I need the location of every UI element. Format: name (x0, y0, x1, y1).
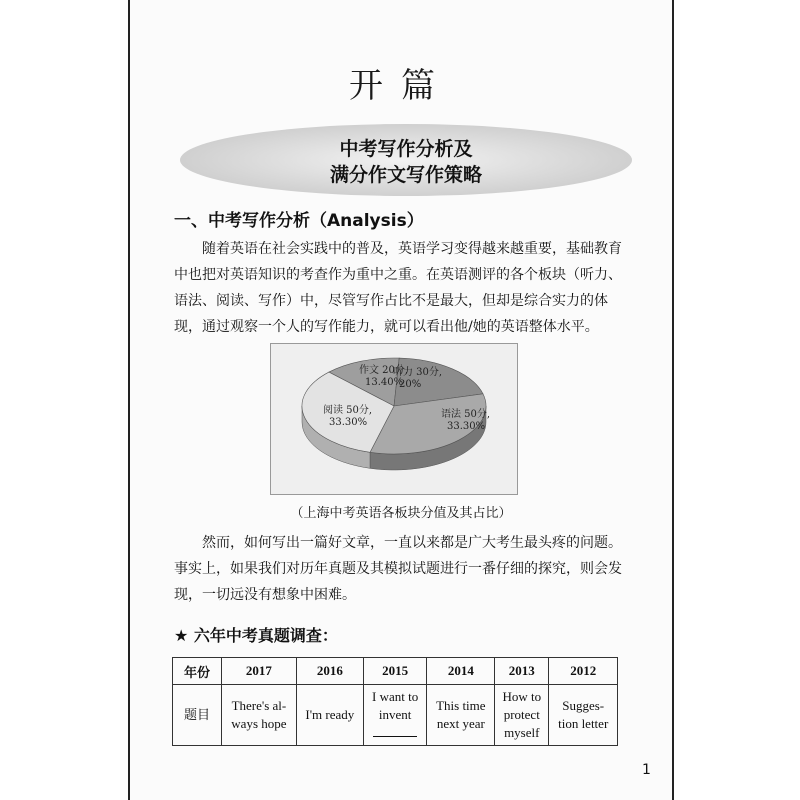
paragraph-line: 对英语知识的考查作为重中之重。在英语测评的各个板块（听力、语法、阅读、写 (174, 267, 622, 309)
table-cell-year: 2017 (222, 658, 297, 685)
pie-slice-percent: 33.30% (329, 417, 368, 428)
pie-slice-percent: 20% (399, 379, 422, 390)
title-banner (180, 124, 632, 196)
topic-line: I'm ready (305, 707, 355, 722)
pie-slice-percent: 13.40% (365, 377, 404, 388)
table-cell-topic (363, 685, 427, 746)
pie-slice-label: 语法 50分, (441, 409, 491, 420)
table-cell-topic (222, 685, 297, 746)
topic-line: There's al- (231, 698, 287, 713)
paragraph-line: 如果我们对历年真题及其模拟试题进行一番仔细的探究，则会发现，一切远没有想 (174, 561, 622, 603)
table-cell-year: 2015 (363, 658, 427, 685)
topic-line: Sugges- (562, 698, 605, 713)
topic-line: invent (378, 707, 412, 722)
table-cell-topic (549, 685, 618, 746)
paragraph-line: 能力，就可以看出他/她的英语整体水平。 (342, 319, 599, 335)
topic-line: protect (503, 707, 540, 722)
pie-slice-label: 听力 30分, (393, 367, 443, 378)
section-heading: 一、中考写作分析（Analysis） (174, 211, 424, 231)
topic-line: This time (436, 698, 486, 713)
table-row-topics (173, 685, 618, 746)
banner-title-line-2: 满分作文写作策略 (329, 164, 482, 186)
table-cell-topic (495, 685, 549, 746)
exam-topics-table (172, 657, 618, 746)
table-cell-year: 2013 (495, 658, 549, 685)
book-page (128, 0, 674, 800)
survey-heading: ★ 六年中考真题调查： (174, 626, 338, 645)
table-cell-year: 2014 (427, 658, 495, 685)
banner-title-line-1: 中考写作分析及 (339, 138, 473, 160)
blank-line (366, 724, 425, 742)
table-header-topic: 题目 (173, 685, 222, 746)
topic-line: tion letter (558, 716, 609, 731)
pie-chart-figure (270, 343, 518, 495)
pie-slice-percent: 33.30% (447, 421, 486, 432)
paragraph-line: 然而，如何写出一篇好文章，一直以来都是广大考生最头疼的问题。事实上， (174, 535, 622, 577)
page-number: 1 (642, 762, 651, 778)
table-cell-year: 2016 (296, 658, 363, 685)
pie-slice-label: 作文 20分, (359, 365, 409, 376)
pie-slice-label: 阅读 50分, (323, 405, 373, 416)
topic-line: next year (436, 716, 485, 731)
paragraph-conclusion (174, 530, 629, 608)
table-header-year: 年份 (173, 658, 222, 685)
paragraph-line: 作）中，尽管写作占比不是最大，但却是综合实力的体现，通过观察一个人的写作 (174, 293, 608, 335)
topic-line: ways hope (231, 716, 287, 731)
chapter-title: 开篇 (349, 66, 453, 106)
paragraph-line: 象中困难。 (286, 587, 356, 603)
table-cell-topic (427, 685, 495, 746)
pie-chart (271, 344, 517, 494)
topic-line: I want to (372, 689, 419, 704)
table-cell-topic (296, 685, 363, 746)
topic-line: How to (502, 689, 542, 704)
table-cell-year: 2012 (549, 658, 618, 685)
paragraph-intro (174, 236, 629, 340)
table-row-years (173, 658, 618, 685)
topic-line: myself (504, 725, 540, 740)
paragraph-line: 随着英语在社会实践中的普及，英语学习变得越来越重要，基础教育中也把 (174, 241, 622, 283)
chart-caption: （上海中考英语各板块分值及其占比） (290, 506, 512, 521)
